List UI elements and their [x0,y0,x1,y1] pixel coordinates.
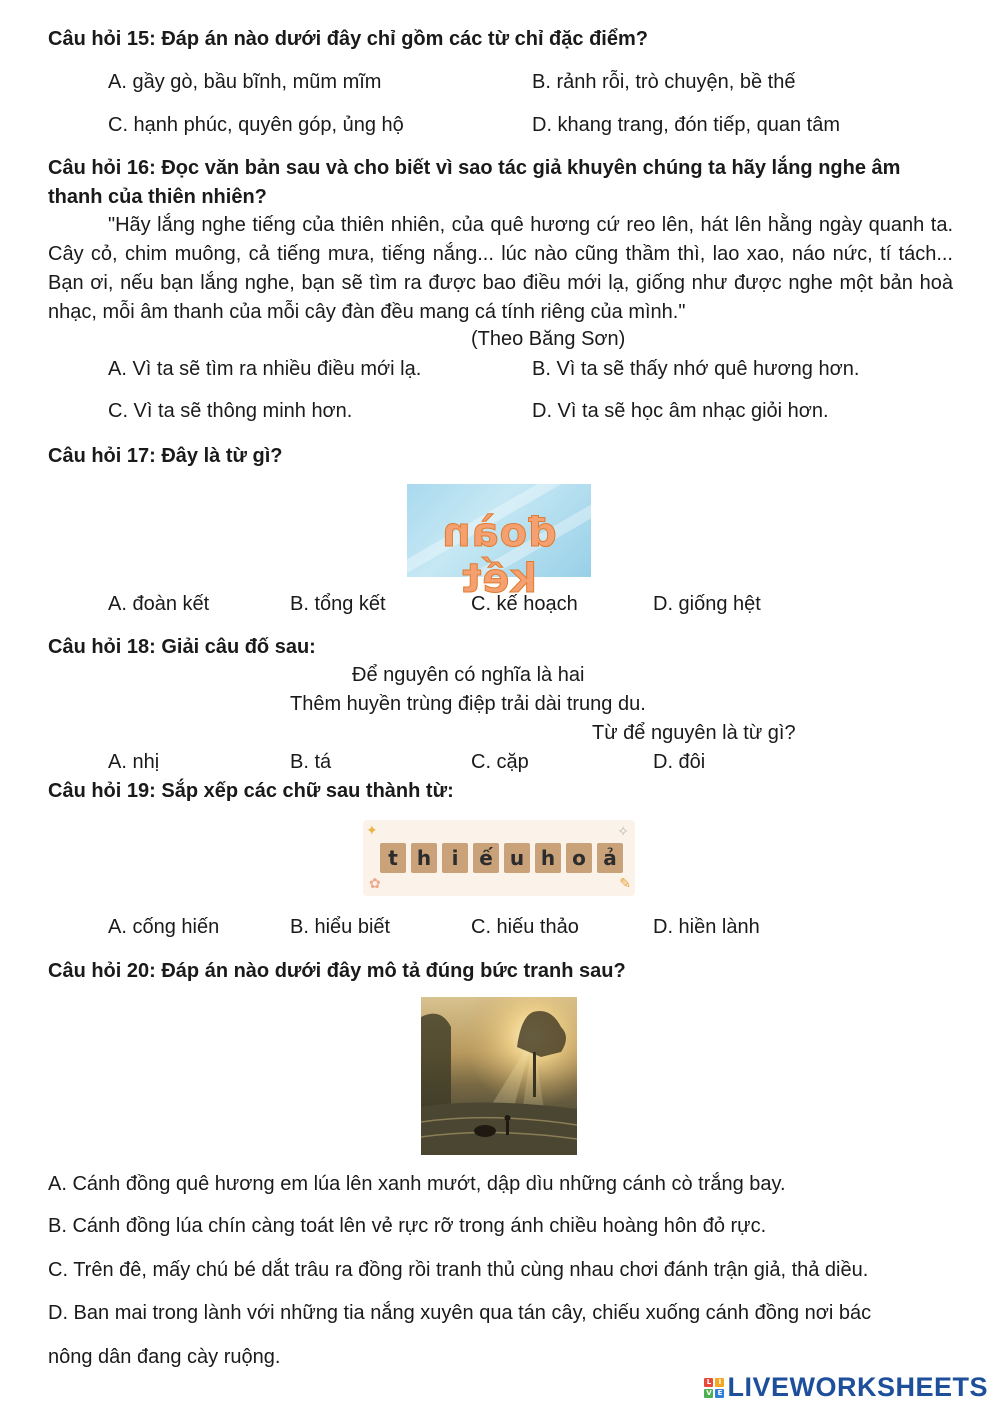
q19-option-b[interactable]: B. hiểu biết [290,916,391,938]
q17-option-c[interactable]: C. kế hoạch [471,593,578,615]
q20-option-c[interactable]: C. Trên đê, mấy chú bé dắt trâu ra đồng rồi tranh thủ cùng nhau chơi đánh trận giả, thả diều. [48,1259,869,1281]
q20-option-a[interactable]: A. Cánh đồng quê hương em lúa lên xanh mướt, dập dìu những cánh cò trắng bay. [48,1173,786,1195]
q16-source: (Theo Băng Sơn) [471,328,626,350]
q19-option-c[interactable]: C. hiếu thảo [471,916,579,938]
q19-option-d[interactable]: D. hiền lành [653,916,760,938]
q18-option-c[interactable]: C. cặp [471,751,529,773]
q16-passage: "Hãy lắng nghe tiếng của thiên nhiên, của quê hương cứ reo lên, hát lên hằng ngày quanh ta. Cây cỏ, chim muông, cả tiếng mưa, tiếng nắng... lúc nào cũng thầm thì, lao xao, náo nức, tí tách... Bạn ơi, nếu bạn lắng nghe, bạn sẽ tìm ra được bao điều mới lạ, giống như được nghe một bản hoà nhạc, mỗi âm thanh của mỗi cây đàn đều mang cá tính riêng của mình." [48,214,953,323]
q18-option-d[interactable]: D. đôi [653,751,706,773]
q16-option-b[interactable]: B. Vì ta sẽ thấy nhớ quê hương hơn. [532,358,860,380]
q19-title: Câu hỏi 19: Sắp xếp các chữ sau thành từ: [48,780,454,802]
letter-tile: ả [597,843,623,873]
q18-title: Câu hỏi 18: Giải câu đố sau: [48,636,316,658]
letter-tile: u [504,843,530,873]
q16-title-line1: Câu hỏi 16: Đọc văn bản sau và cho biết vì sao tác giả khuyên chúng ta hãy lắng nghe âm [48,157,901,179]
q19-option-a[interactable]: A. cống hiến [108,916,220,938]
letter-tile: o [566,843,592,873]
q18-option-b[interactable]: B. tá [290,751,332,773]
logo-grid-icon [704,1378,724,1398]
q15-option-c[interactable]: C. hạnh phúc, quyên góp, ủng hộ [108,114,404,136]
q20-title: Câu hỏi 20: Đáp án nào dưới đây mô tả đúng bức tranh sau? [48,960,626,982]
q16-option-a[interactable]: A. Vì ta sẽ tìm ra nhiều điều mới lạ. [108,358,422,380]
q15-option-b[interactable]: B. rảnh rỗi, trò chuyện, bề thế [532,71,796,93]
letter-tile: h [535,843,561,873]
sparkle-icon: ✦ [366,822,378,838]
q18-riddle-line2: Thêm huyền trùng điệp trải dài trung du. [290,693,646,715]
q20-option-b[interactable]: B. Cánh đồng lúa chín càng toát lên vẻ rực rỡ trong ánh chiều hoàng hôn đỏ rực. [48,1215,767,1237]
letter-tile: i [442,843,468,873]
sparkle-icon: ✧ [617,823,629,839]
logo-text: LIVEWORKSHEETS [727,1372,988,1402]
q19-letter-tiles-image [363,820,635,896]
logo-grid-letter: E [715,1389,724,1398]
q20-option-d-line2[interactable]: nông dân đang cày ruộng. [48,1346,281,1368]
q15-option-d[interactable]: D. khang trang, đón tiếp, quan tâm [532,114,840,136]
q16-option-d[interactable]: D. Vì ta sẽ học âm nhạc giỏi hơn. [532,400,829,422]
sunrise-field-illustration [421,997,577,1155]
q18-riddle-line3: Từ để nguyên là từ gì? [592,722,796,744]
liveworksheets-logo [704,1372,988,1403]
logo-grid-letter: L [704,1378,713,1387]
q17-image-word: đoàn kết [441,510,557,602]
q16-title-line2: thanh của thiên nhiên? [48,186,267,208]
q17-title: Câu hỏi 17: Đây là từ gì? [48,445,283,467]
q16-option-c[interactable]: C. Vì ta sẽ thông minh hơn. [108,400,353,422]
q17-option-b[interactable]: B. tổng kết [290,593,386,615]
letter-tile: t [380,843,406,873]
q15-option-a[interactable]: A. gầy gò, bầu bĩnh, mũm mĩm [108,71,382,93]
q17-mirrored-word-image [407,484,591,602]
q17-option-d[interactable]: D. giống hệt [653,593,761,615]
q20-landscape-image [421,997,577,1155]
logo-grid-letter: V [706,1388,712,1397]
pencil-icon: ✎ [619,875,631,891]
q15-title: Câu hỏi 15: Đáp án nào dưới đây chỉ gồm các từ chỉ đặc điểm? [48,28,648,50]
letter-tile: h [411,843,437,873]
logo-grid-letter: I [715,1378,724,1387]
letter-tiles [380,843,623,873]
q20-option-d-line1[interactable]: D. Ban mai trong lành với những tia nắng xuyên qua tán cây, chiếu xuống cánh đồng nơi bác [48,1302,872,1324]
q18-option-a[interactable]: A. nhị [108,751,160,773]
letter-tile: ế [473,843,499,873]
q17-option-a[interactable]: A. đoàn kết [108,593,210,615]
star-icon: ✿ [369,875,381,891]
q18-riddle-line1: Để nguyên có nghĩa là hai [352,664,585,686]
